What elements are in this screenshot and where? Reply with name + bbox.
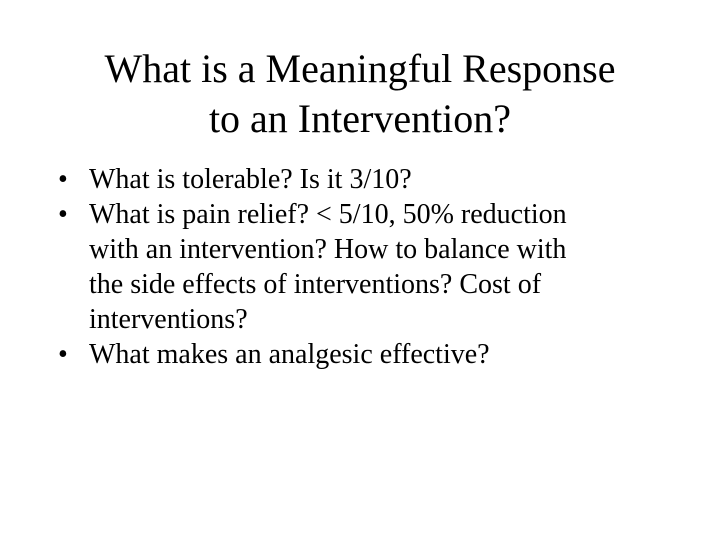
bullet-text-line: What makes an analgesic effective? bbox=[89, 339, 490, 370]
bullet-text-line: the side effects of interventions? Cost of bbox=[89, 269, 542, 300]
bullet-item bbox=[58, 197, 658, 337]
bullet-item bbox=[58, 162, 658, 197]
slide-title bbox=[40, 44, 680, 144]
bullet-icon: • bbox=[58, 164, 68, 195]
bullet-icon: • bbox=[58, 199, 68, 230]
bullet-text-line: What is tolerable? Is it 3/10? bbox=[89, 164, 412, 195]
bullet-text-line: What is pain relief? < 5/10, 50% reduction bbox=[89, 199, 567, 230]
bullet-icon: • bbox=[58, 339, 68, 370]
bullet-text-line: with an intervention? How to balance with bbox=[89, 234, 567, 265]
slide-title-line: to an Intervention? bbox=[208, 96, 512, 141]
bullet-item bbox=[58, 337, 658, 372]
slide-title-line: What is a Meaningful Response bbox=[104, 46, 616, 91]
bullet-list bbox=[58, 162, 658, 372]
bullet-text-line: interventions? bbox=[89, 304, 248, 335]
